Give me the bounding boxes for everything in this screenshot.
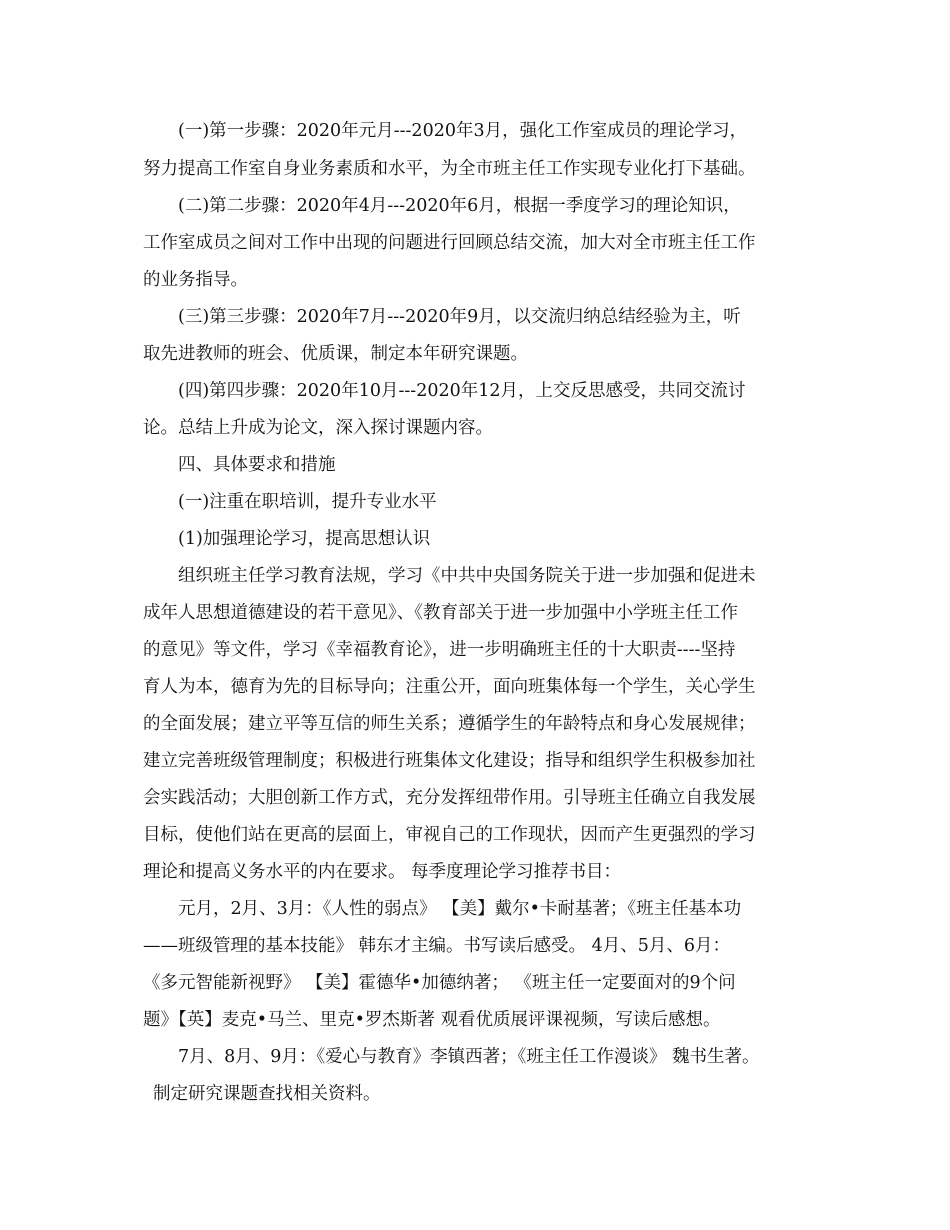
text-line: ——班级管理的基本技能》 韩东才主编。书写读后感受。 4月、5月、6月：	[143, 936, 731, 956]
text-line: 的全面发展；建立平等互信的师生关系；遵循学生的年龄特点和身心发展规律；	[143, 714, 756, 734]
text-line: (一)第一步骤：2020年元月---2020年3月，强化工作室成员的理论学习，	[178, 121, 748, 141]
text-line: 理论和提高义务水平的内在要求。 每季度理论学习推荐书目：	[143, 862, 622, 882]
text-line: 成年人思想道德建设的若干意见》、《教育部关于进一步加强中小学班主任工作	[143, 603, 738, 623]
text-line: 《多元智能新视野》 【美】霍德华•加德纳著； 《班主任一定要面对的9个问	[143, 973, 736, 993]
text-line: 的业务指导。	[143, 270, 248, 290]
text-line: 的意见》等文件，学习《幸福教育论》，进一步明确班主任的十大职责----坚持	[143, 640, 736, 660]
text-line: 建立完善班级管理制度；积极进行班集体文化建设；指导和组织学生积极参加社	[143, 751, 756, 771]
subsection-heading: (1)加强理论学习，提高思想认识	[178, 529, 431, 549]
text-line: (二)第二步骤：2020年4月---2020年6月，根据一季度学习的理论知识，	[178, 196, 741, 216]
text-line: 制定研究课题查找相关资料。	[153, 1084, 381, 1104]
text-line: 目标，使他们站在更高的层面上，审视自己的工作现状，因而产生更强烈的学习	[143, 825, 756, 845]
text-line: 取先进教师的班会、优质课，制定本年研究课题。	[143, 344, 528, 364]
text-line: 工作室成员之间对工作中出现的问题进行回顾总结交流，加大对全市班主任工作	[143, 233, 756, 253]
text-line: 育人为本，德育为先的目标导向；注重公开，面向班集体每一个学生，关心学生	[143, 677, 756, 697]
text-line: 元月，2月、3月：《人性的弱点》 【美】戴尔•卡耐基著；《班主任基本功	[178, 899, 742, 919]
subsection-heading: (一)注重在职培训，提升专业水平	[178, 492, 437, 512]
text-line: 题》【英】麦克•马兰、里克•罗杰斯著 观看优质展评课视频，写读后感想。	[143, 1010, 721, 1030]
text-line: (四)第四步骤：2020年10月---2020年12月，上交反思感受，共同交流讨	[178, 381, 746, 401]
text-line: 组织班主任学习教育法规，学习《中共中央国务院关于进一步加强和促进未	[178, 566, 756, 586]
text-line: 努力提高工作室自身业务素质和水平，为全市班主任工作实现专业化打下基础。	[143, 159, 756, 179]
section-heading: 四、具体要求和措施	[178, 455, 336, 475]
text-line: 论。总结上升成为论文，深入探讨课题内容。	[143, 418, 493, 438]
text-line: (三)第三步骤：2020年7月---2020年9月，以交流归纳总结经验为主，听	[178, 307, 741, 327]
text-line: 会实践活动；大胆创新工作方式，充分发挥纽带作用。引导班主任确立自我发展	[143, 788, 756, 808]
text-line: 7月、8月、9月：《爱心与教育》李镇西著；《班主任工作漫谈》 魏书生著。	[178, 1047, 760, 1067]
